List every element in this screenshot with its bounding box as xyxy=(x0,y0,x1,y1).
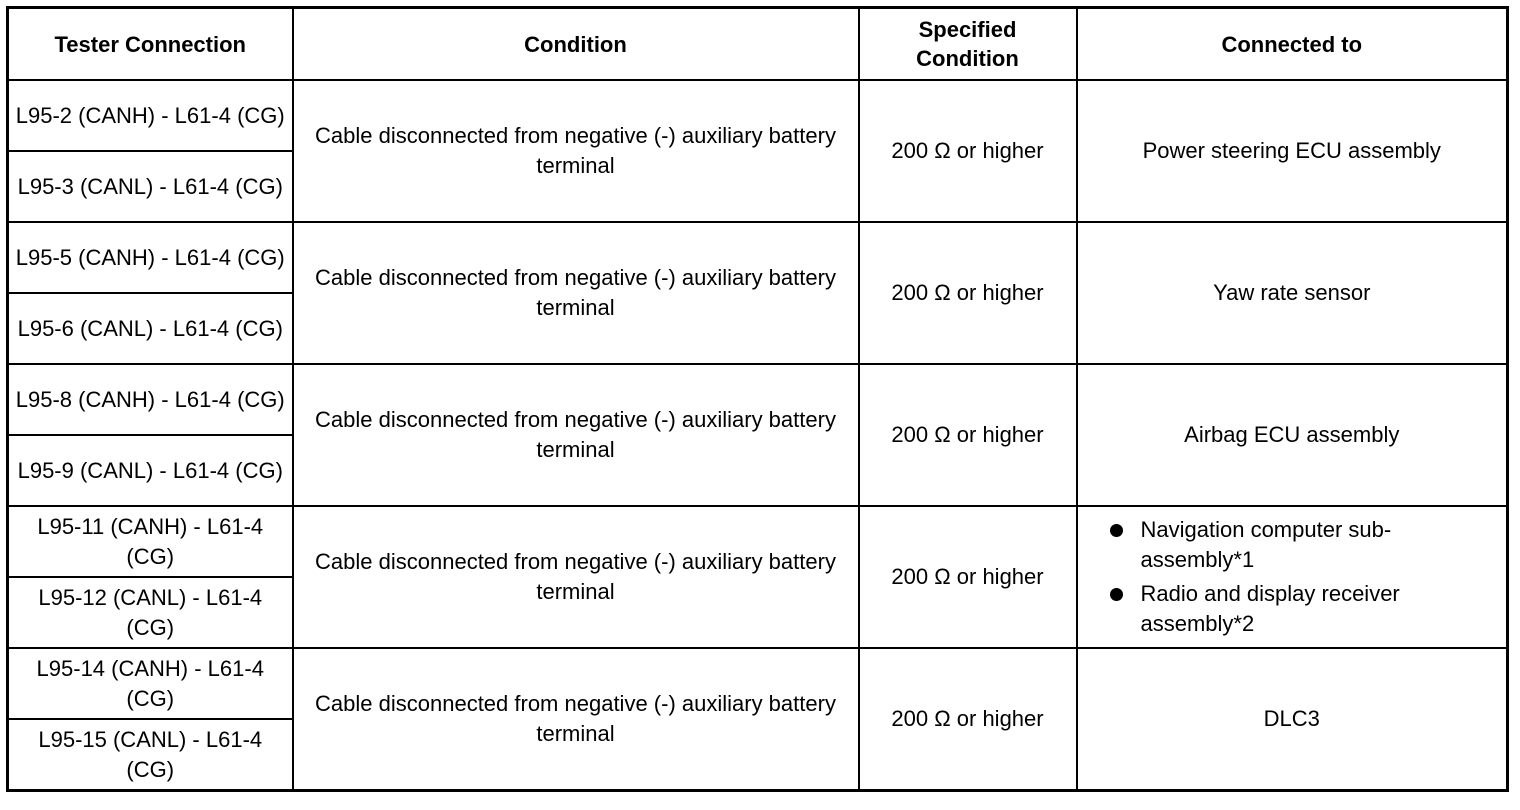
table-row xyxy=(8,222,1508,293)
tester-connection-cell: L95-11 (CANH) - L61-4 (CG) xyxy=(8,506,293,577)
tester-connection-cell: L95-8 (CANH) - L61-4 (CG) xyxy=(8,364,293,435)
connected-to-cell: Power steering ECU assembly xyxy=(1077,80,1508,222)
tester-connection-cell: L95-12 (CANL) - L61-4 (CG) xyxy=(8,577,293,648)
condition-cell: Cable disconnected from negative (-) auxiliary battery terminal xyxy=(293,648,859,791)
bullet-icon xyxy=(1110,588,1123,601)
condition-cell: Cable disconnected from negative (-) auxiliary battery terminal xyxy=(293,506,859,648)
tester-connection-cell: L95-2 (CANH) - L61-4 (CG) xyxy=(8,80,293,151)
list-item-label: Navigation computer sub-assembly*1 xyxy=(1140,517,1392,572)
header-connected-to: Connected to xyxy=(1077,8,1508,81)
table-row xyxy=(8,364,1508,435)
specified-condition-cell: 200 Ω or higher xyxy=(859,222,1077,364)
specified-condition-cell: 200 Ω or higher xyxy=(859,364,1077,506)
bullet-icon xyxy=(1110,524,1123,537)
condition-cell: Cable disconnected from negative (-) auxiliary battery terminal xyxy=(293,80,859,222)
table-row xyxy=(8,648,1508,719)
list-item xyxy=(1100,579,1493,639)
connected-to-cell: Airbag ECU assembly xyxy=(1077,364,1508,506)
connected-to-cell: Yaw rate sensor xyxy=(1077,222,1508,364)
specified-condition-cell: 200 Ω or higher xyxy=(859,506,1077,648)
tester-connection-cell: L95-3 (CANL) - L61-4 (CG) xyxy=(8,151,293,222)
connected-to-cell: DLC3 xyxy=(1077,648,1508,791)
tester-connection-cell: L95-15 (CANL) - L61-4 (CG) xyxy=(8,719,293,791)
condition-cell: Cable disconnected from negative (-) auxiliary battery terminal xyxy=(293,364,859,506)
tester-connection-cell: L95-14 (CANH) - L61-4 (CG) xyxy=(8,648,293,719)
list-item xyxy=(1100,515,1493,575)
table-container xyxy=(6,6,1509,792)
table-row xyxy=(8,506,1508,577)
condition-cell: Cable disconnected from negative (-) auxiliary battery terminal xyxy=(293,222,859,364)
header-tester-connection: Tester Connection xyxy=(8,8,293,81)
specified-condition-cell: 200 Ω or higher xyxy=(859,648,1077,791)
tester-connection-cell: L95-9 (CANL) - L61-4 (CG) xyxy=(8,435,293,506)
list-item-label: Radio and display receiver assembly*2 xyxy=(1140,581,1400,636)
tester-connection-cell: L95-5 (CANH) - L61-4 (CG) xyxy=(8,222,293,293)
table-row xyxy=(8,80,1508,151)
header-row xyxy=(8,8,1508,81)
resistance-check-table xyxy=(6,6,1509,792)
connected-to-cell xyxy=(1077,506,1508,648)
tester-connection-cell: L95-6 (CANL) - L61-4 (CG) xyxy=(8,293,293,364)
header-condition: Condition xyxy=(293,8,859,81)
connected-to-list xyxy=(1092,515,1493,639)
specified-condition-cell: 200 Ω or higher xyxy=(859,80,1077,222)
header-specified-condition: Specified Condition xyxy=(859,8,1077,81)
